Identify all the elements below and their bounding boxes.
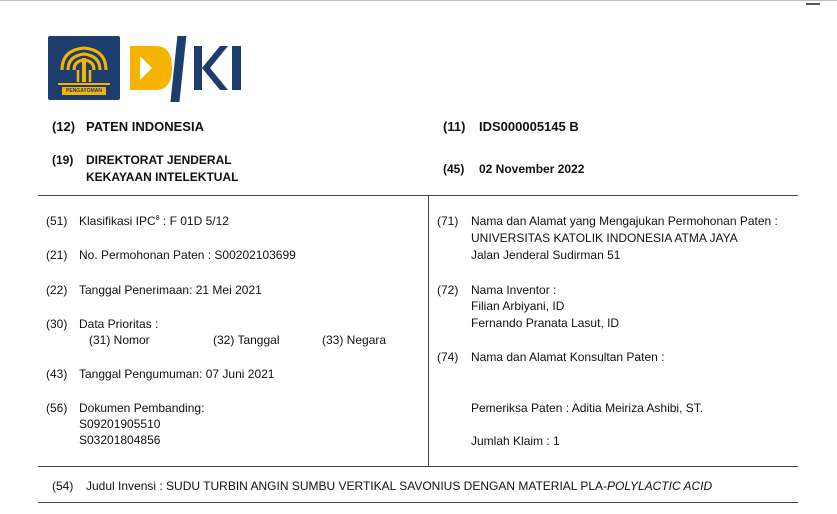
applicant-label: Nama dan Alamat yang Mengajukan Permohonan Paten : — [471, 214, 778, 228]
applicant-address: Jalan Jenderal Sudirman 51 — [471, 248, 621, 262]
header-divider — [38, 195, 798, 196]
code-74: (74) — [437, 350, 459, 364]
inventor-label: Nama Inventor : — [471, 283, 557, 297]
priority-number-label: (31) Nomor — [89, 333, 150, 347]
corner-mark — [806, 0, 820, 5]
inventor-name: Fernando Pranata Lasut, ID — [471, 316, 620, 330]
djki-wordmark-logo — [128, 30, 246, 104]
comparison-doc: S09201905510 — [79, 417, 161, 431]
ipc-classification: Klasifikasi IPC$^8$ : F 01D 5/12 — [79, 214, 229, 228]
inventor-name: Filian Arbiyani, ID — [471, 299, 565, 313]
code-30: (30) — [46, 317, 68, 331]
patent-examiner: Pemeriksa Paten : Aditia Meiriza Ashibi, ST. — [471, 401, 704, 415]
consultant-label: Nama dan Alamat Konsultan Paten : — [471, 350, 665, 364]
code-11: (11) — [443, 119, 466, 134]
priority-country-label: (33) Negara — [322, 333, 387, 347]
footer-divider-top — [38, 466, 798, 467]
priority-label: Data Prioritas : — [79, 317, 159, 331]
code-72: (72) — [437, 283, 459, 297]
claims-count: Jumlah Klaim : 1 — [471, 434, 560, 448]
code-21: (21) — [46, 248, 68, 262]
announcement-date: Tanggal Pengumuman: 07 Juni 2021 — [79, 367, 275, 381]
code-12: (12) — [52, 119, 76, 134]
code-19: (19) — [52, 153, 74, 167]
code-22: (22) — [46, 283, 68, 297]
publication-number: IDS000005145 B — [479, 119, 579, 134]
top-border — [0, 0, 837, 1]
application-number: No. Permohonan Paten : S00202103699 — [79, 248, 296, 262]
directorate-line2: KEKAYAAN INTELEKTUAL — [86, 170, 239, 184]
priority-date-label: (32) Tanggal — [213, 333, 280, 347]
code-56: (56) — [46, 401, 68, 415]
ministry-seal-logo — [48, 36, 120, 100]
directorate-line1: DIREKTORAT JENDERAL — [86, 153, 232, 167]
comparison-doc: S03201804856 — [79, 433, 161, 447]
filing-date: Tanggal Penerimaan: 21 Mei 2021 — [79, 283, 262, 297]
code-54: (54) — [52, 479, 74, 493]
column-divider — [428, 195, 429, 466]
code-71: (71) — [437, 214, 459, 228]
invention-title: Judul Invensi : SUDU TURBIN ANGIN SUMBU VERTIKAL SAVONIUS DENGAN MATERIAL PLA-POLYLACTIC ACID — [86, 479, 713, 493]
footer-divider-bottom — [38, 502, 798, 503]
code-51: (51) — [46, 214, 68, 228]
comparison-label: Dokumen Pembanding: — [79, 401, 205, 415]
publication-date: 02 November 2022 — [479, 162, 585, 176]
seal-ribbon-text: PENGAYOMAN — [66, 88, 102, 94]
applicant-name: UNIVERSITAS KATOLIK INDONESIA ATMA JAYA — [471, 231, 738, 245]
code-45: (45) — [443, 162, 465, 176]
document-title: PATEN INDONESIA — [86, 119, 204, 134]
code-43: (43) — [46, 367, 68, 381]
